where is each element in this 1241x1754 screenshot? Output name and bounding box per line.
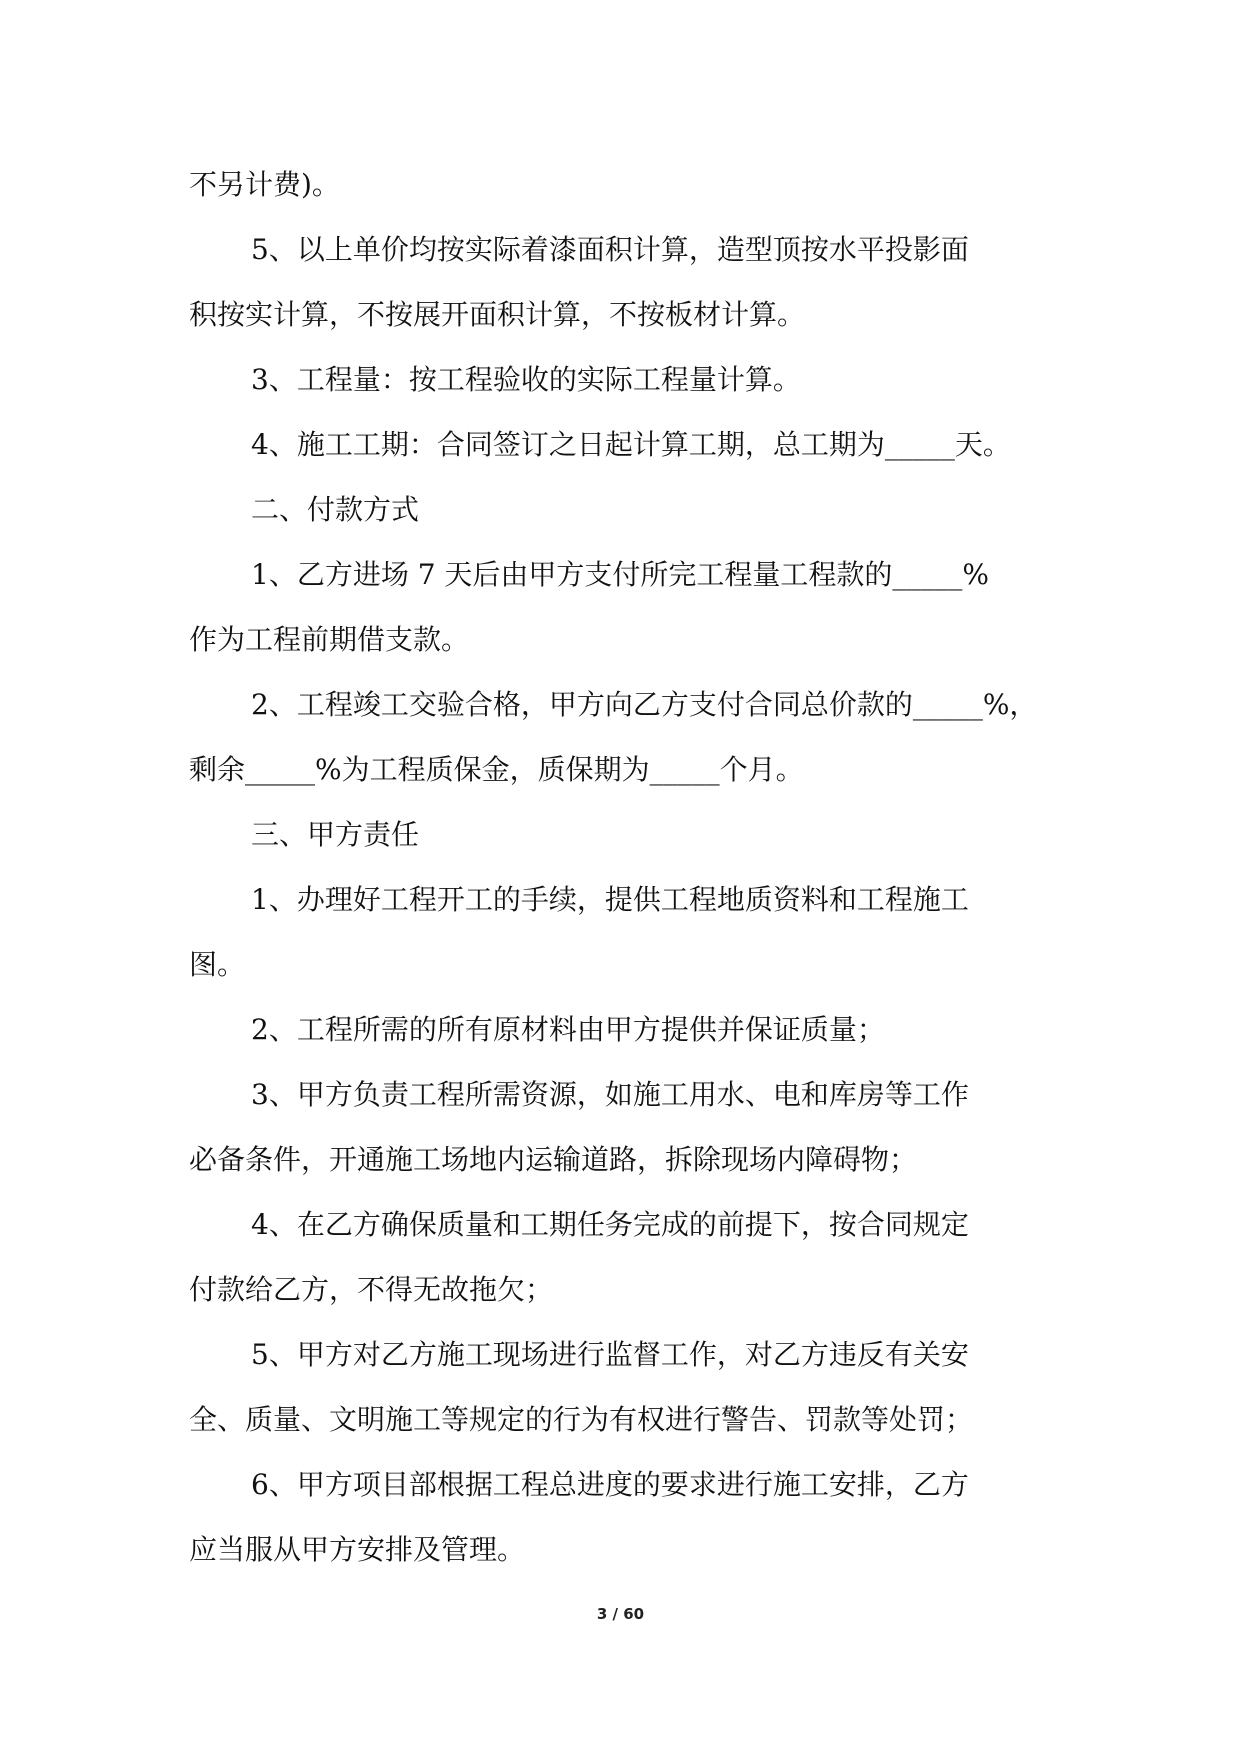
text-line bbox=[0, 1010, 1241, 1050]
line-text: 三、甲方责任 bbox=[251, 818, 420, 851]
line-text: 作为工程前期借支款。 bbox=[189, 623, 470, 656]
text-line bbox=[0, 1205, 1241, 1245]
line-text: 必备条件，开通施工场地内运输道路，拆除现场内障碍物； bbox=[189, 1143, 918, 1176]
text-line bbox=[0, 1335, 1241, 1375]
text-line bbox=[0, 230, 1241, 270]
line-text: 剩余_____%为工程质保金，质保期为_____个月。 bbox=[189, 753, 804, 786]
line-text: 积按实计算，不按展开面积计算，不按板材计算。 bbox=[189, 298, 806, 331]
text-line bbox=[0, 555, 1241, 595]
line-text: 付款给乙方，不得无故拖欠； bbox=[189, 1273, 554, 1306]
line-text: 二、付款方式 bbox=[251, 493, 420, 526]
text-line bbox=[0, 165, 1241, 205]
line-text: 2、工程所需的所有原材料由甲方提供并保证质量； bbox=[251, 1013, 885, 1046]
text-line bbox=[0, 1270, 1241, 1310]
text-line bbox=[0, 1400, 1241, 1440]
line-text: 2、工程竣工交验合格，甲方向乙方支付合同总价款的_____%， bbox=[251, 688, 1038, 721]
line-text: 全、质量、文明施工等规定的行为有权进行警告、罚款等处罚； bbox=[189, 1403, 974, 1436]
text-line bbox=[0, 360, 1241, 400]
text-line bbox=[0, 1140, 1241, 1180]
line-text: 3、甲方负责工程所需资源，如施工用水、电和库房等工作 bbox=[251, 1078, 969, 1111]
text-line bbox=[0, 945, 1241, 985]
page-number: 3 / 60 bbox=[596, 1605, 645, 1623]
text-line bbox=[0, 880, 1241, 920]
line-text: 应当服从甲方安排及管理。 bbox=[189, 1533, 526, 1566]
text-line bbox=[0, 750, 1241, 790]
line-text: 图。 bbox=[189, 948, 246, 981]
line-text: 3、工程量：按工程验收的实际工程量计算。 bbox=[251, 363, 801, 396]
text-line bbox=[0, 1075, 1241, 1115]
line-text: 4、在乙方确保质量和工期任务完成的前提下，按合同规定 bbox=[251, 1208, 969, 1241]
section-heading bbox=[0, 815, 1241, 855]
section-heading bbox=[0, 490, 1241, 530]
text-line bbox=[0, 1530, 1241, 1570]
text-line bbox=[0, 295, 1241, 335]
line-text: 不另计费)。 bbox=[189, 168, 340, 201]
text-line bbox=[0, 620, 1241, 660]
line-text: 1、乙方进场 7 天后由甲方支付所完工程量工程款的_____% bbox=[251, 558, 990, 591]
line-text: 4、施工工期：合同签订之日起计算工期，总工期为_____天。 bbox=[251, 428, 1011, 461]
line-text: 5、以上单价均按实际着漆面积计算，造型顶按水平投影面 bbox=[251, 233, 969, 266]
line-text: 1、办理好工程开工的手续，提供工程地质资料和工程施工 bbox=[251, 883, 969, 916]
text-line bbox=[0, 685, 1241, 725]
text-line bbox=[0, 425, 1241, 465]
line-text: 6、甲方项目部根据工程总进度的要求进行施工安排，乙方 bbox=[251, 1468, 969, 1501]
text-line bbox=[0, 1465, 1241, 1505]
line-text: 5、甲方对乙方施工现场进行监督工作，对乙方违反有关安 bbox=[251, 1338, 969, 1371]
